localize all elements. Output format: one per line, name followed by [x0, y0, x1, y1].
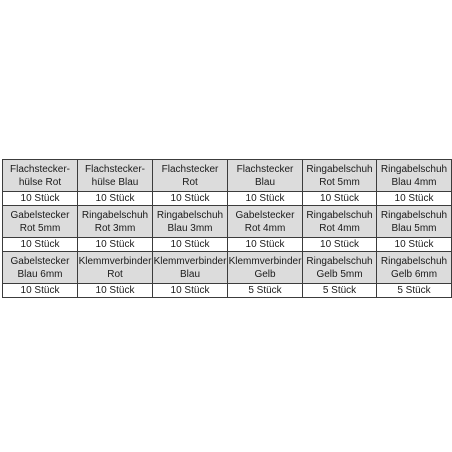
product-name-cell: [303, 252, 377, 284]
product-name-cell: [377, 252, 452, 284]
product-name-line: Blau: [254, 176, 275, 188]
quantity-cell: 5 Stück: [303, 284, 377, 298]
product-name-line: Gelb: [254, 268, 276, 280]
product-name-cell: [78, 206, 153, 238]
quantity-cell: 10 Stück: [78, 192, 153, 206]
product-name-line: Blau 5mm: [391, 222, 437, 234]
quantity-cell: 5 Stück: [228, 284, 303, 298]
product-name-line: Rot 5mm: [19, 222, 61, 234]
product-name-line: Rot: [182, 176, 198, 188]
product-name-line: Flachstecker-: [84, 163, 145, 175]
product-name-line: Ringabelschuh: [380, 209, 448, 221]
quantity-cell: 10 Stück: [3, 192, 78, 206]
product-name-cell: [153, 206, 228, 238]
product-name-line: Flachstecker: [161, 163, 219, 175]
product-name-cell: [78, 252, 153, 284]
quantity-cell: 10 Stück: [78, 238, 153, 252]
product-name-cell: [3, 160, 78, 192]
product-name-line: Rot 3mm: [94, 222, 136, 234]
product-table-sheet: [2, 159, 451, 298]
product-name-line: Blau 4mm: [391, 176, 437, 188]
product-name-line: Rot: [107, 268, 123, 280]
quantity-row: [3, 238, 452, 252]
quantity-cell: 10 Stück: [377, 192, 452, 206]
quantity-cell: 10 Stück: [303, 238, 377, 252]
product-quantity-table: [2, 159, 452, 298]
quantity-cell: 10 Stück: [3, 238, 78, 252]
product-name-line: Ringabelschuh: [380, 255, 448, 267]
quantity-cell: 10 Stück: [228, 192, 303, 206]
product-name-line: Flachstecker: [236, 163, 294, 175]
product-name-line: Ringabelschuh: [156, 209, 224, 221]
product-name-row: [3, 160, 452, 192]
product-name-line: Gabelstecker: [10, 209, 70, 221]
quantity-cell: 10 Stück: [377, 238, 452, 252]
product-name-line: Ringabelschuh: [306, 255, 373, 267]
product-name-cell: [303, 160, 377, 192]
product-name-row: [3, 252, 452, 284]
product-name-line: Rot 4mm: [244, 222, 286, 234]
product-name-line: Blau 3mm: [167, 222, 213, 234]
product-name-line: Blau: [179, 268, 200, 280]
product-name-line: hülse Blau: [91, 176, 139, 188]
quantity-row: [3, 284, 452, 298]
product-name-line: Ringabelschuh: [380, 163, 448, 175]
product-name-cell: [153, 252, 228, 284]
product-name-line: Klemmverbinder: [153, 255, 227, 267]
quantity-cell: 10 Stück: [153, 192, 228, 206]
product-name-cell: [228, 160, 303, 192]
product-name-line: Gabelstecker: [10, 255, 70, 267]
product-name-line: hülse Rot: [18, 176, 62, 188]
product-name-line: Flachstecker-: [9, 163, 70, 175]
product-name-line: Rot 5mm: [319, 176, 360, 188]
product-name-line: Gabelstecker: [235, 209, 295, 221]
product-name-line: Ringabelschuh: [81, 209, 149, 221]
product-name-cell: [228, 206, 303, 238]
product-name-cell: [377, 206, 452, 238]
product-name-line: Klemmverbinder: [78, 255, 152, 267]
product-name-cell: [153, 160, 228, 192]
product-name-line: Rot 4mm: [319, 222, 360, 234]
quantity-cell: 10 Stück: [78, 284, 153, 298]
product-name-row: [3, 206, 452, 238]
quantity-cell: 5 Stück: [377, 284, 452, 298]
quantity-row: [3, 192, 452, 206]
product-name-line: Ringabelschuh: [306, 209, 373, 221]
product-name-line: Ringabelschuh: [306, 163, 373, 175]
quantity-cell: 10 Stück: [153, 284, 228, 298]
product-name-line: Gelb 6mm: [390, 268, 438, 280]
product-name-line: Klemmverbinder: [228, 255, 302, 267]
product-name-cell: [3, 252, 78, 284]
product-name-cell: [3, 206, 78, 238]
product-name-cell: [377, 160, 452, 192]
product-name-cell: [303, 206, 377, 238]
quantity-cell: 10 Stück: [3, 284, 78, 298]
quantity-cell: 10 Stück: [303, 192, 377, 206]
product-name-line: Blau 6mm: [17, 268, 63, 280]
product-name-line: Gelb 5mm: [316, 268, 363, 280]
quantity-cell: 10 Stück: [228, 238, 303, 252]
quantity-cell: 10 Stück: [153, 238, 228, 252]
product-name-cell: [228, 252, 303, 284]
table-body: [3, 160, 452, 298]
product-name-cell: [78, 160, 153, 192]
